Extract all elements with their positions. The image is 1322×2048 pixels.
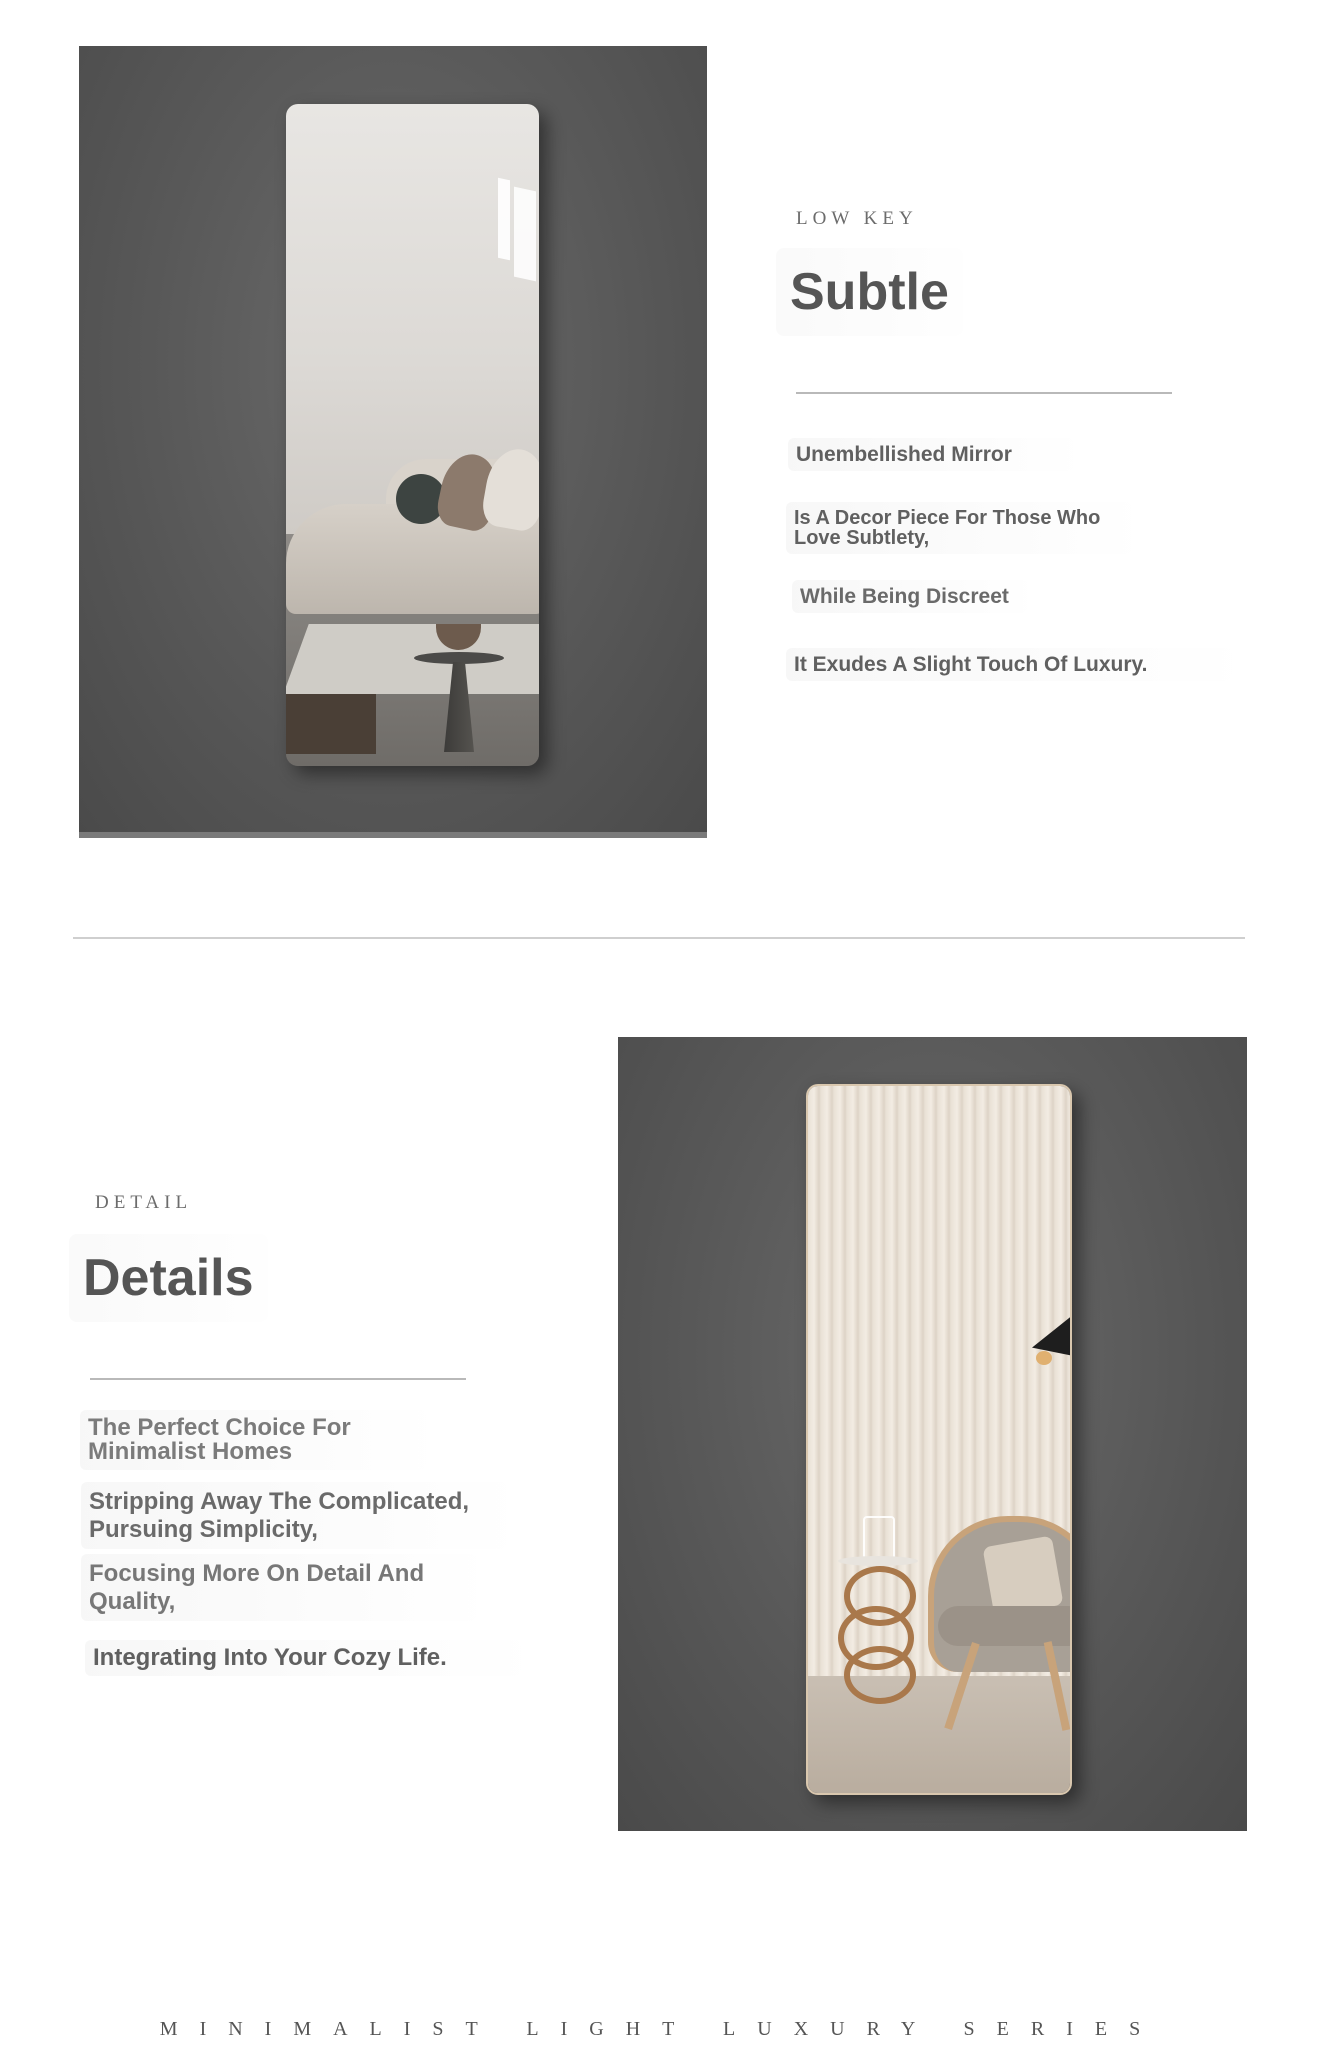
heading-underline-details	[90, 1378, 466, 1380]
detail-line-3: Focusing More On Detail And Quality,	[81, 1554, 477, 1621]
desc-line-2: Is A Decor Piece For Those Who Love Subtlety,	[786, 502, 1132, 554]
heading-underline	[796, 392, 1172, 394]
mirror-image-chair-room	[806, 1084, 1072, 1795]
section-heading-details: Details	[69, 1234, 268, 1322]
desc-line-1: Unembellished Mirror	[788, 438, 1074, 471]
desc-line-4: It Exudes A Slight Touch Of Luxury.	[786, 648, 1232, 681]
section-heading-subtle: Subtle	[776, 248, 963, 336]
section-divider	[73, 937, 1245, 939]
section-eyebrow-low-key: LOW KEY	[796, 208, 918, 229]
detail-line-1: The Perfect Choice For Minimalist Homes	[80, 1410, 426, 1470]
detail-line-4: Integrating Into Your Cozy Life.	[85, 1640, 521, 1676]
section-eyebrow-detail: DETAIL	[95, 1192, 193, 1213]
product-photo-details	[618, 1037, 1247, 1831]
product-photo-subtle	[79, 46, 707, 838]
detail-line-2: Stripping Away The Complicated, Pursuing Simplicity,	[81, 1482, 507, 1549]
series-tagline: MINIMALIST LIGHT LUXURY SERIES	[159, 2018, 1163, 2040]
mirror-image-living-room	[286, 104, 539, 766]
desc-line-3: While Being Discreet	[792, 580, 1028, 613]
